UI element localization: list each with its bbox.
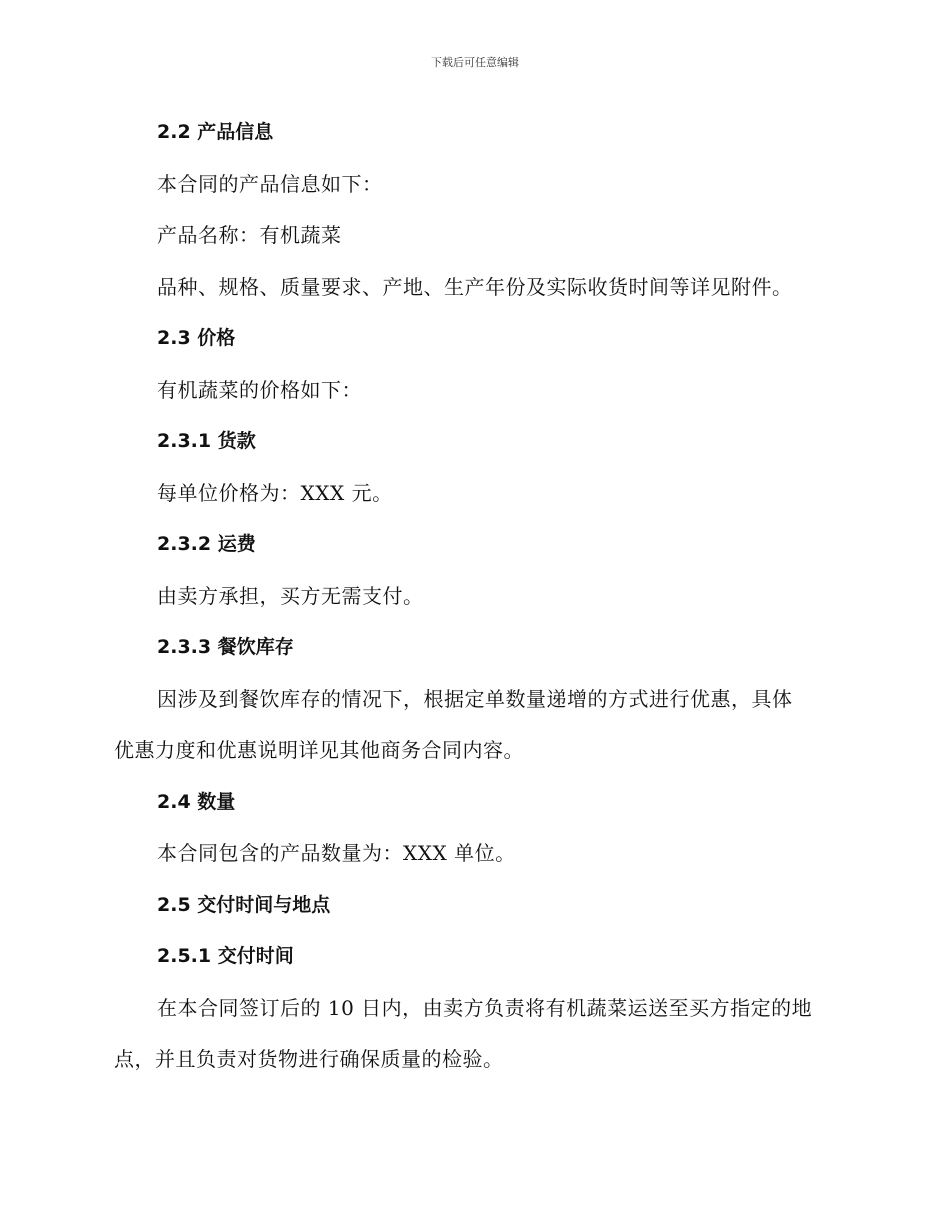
section-2-3-2-text: 由卖方承担，买方无需支付。: [157, 583, 424, 608]
section-2-3-3-line1: 因涉及到餐饮库存的情况下，根据定单数量递增的方式进行优惠，具体: [157, 686, 793, 711]
section-2-2-intro: 本合同的产品信息如下：: [157, 171, 383, 196]
section-2-5-title: 2.5 交付时间与地点: [157, 893, 331, 916]
section-2-3-1-title: 2.3.1 货款: [157, 430, 256, 452]
section-2-3-2-title: 2.3.2 运费: [157, 533, 256, 555]
section-2-5-1-line2: 点，并且负责对货物进行确保质量的检验。: [114, 1047, 504, 1071]
section-2-3-intro: 有机蔬菜的价格如下：: [157, 377, 362, 402]
section-2-3-title: 2.3 价格: [157, 327, 236, 349]
section-2-2-detail: 品种、规格、质量要求、产地、生产年份及实际收货时间等详见附件。: [157, 274, 793, 299]
section-2-2-product-name: 产品名称：有机蔬菜: [157, 223, 342, 247]
section-2-3-1-text: 每单位价格为：XXX 元。: [157, 480, 393, 505]
section-2-5-1-title: 2.5.1 交付时间: [157, 945, 294, 967]
section-2-3-3-line2: 优惠力度和优惠说明详见其他商务合同内容。: [114, 738, 524, 762]
section-2-2-title: 2.2 产品信息: [157, 121, 274, 143]
section-2-5-1-line1: 在本合同签订后的 10 日内，由卖方负责将有机蔬菜运送至买方指定的地: [157, 995, 813, 1020]
document-body: [114, 107, 836, 1086]
section-2-3-3-title: 2.3.3 餐饮库存: [157, 636, 294, 658]
section-2-4-text: 本合同包含的产品数量为：XXX 单位。: [157, 841, 516, 865]
section-2-4-title: 2.4 数量: [157, 790, 236, 813]
header-note: 下载后可任意编辑: [431, 56, 519, 69]
